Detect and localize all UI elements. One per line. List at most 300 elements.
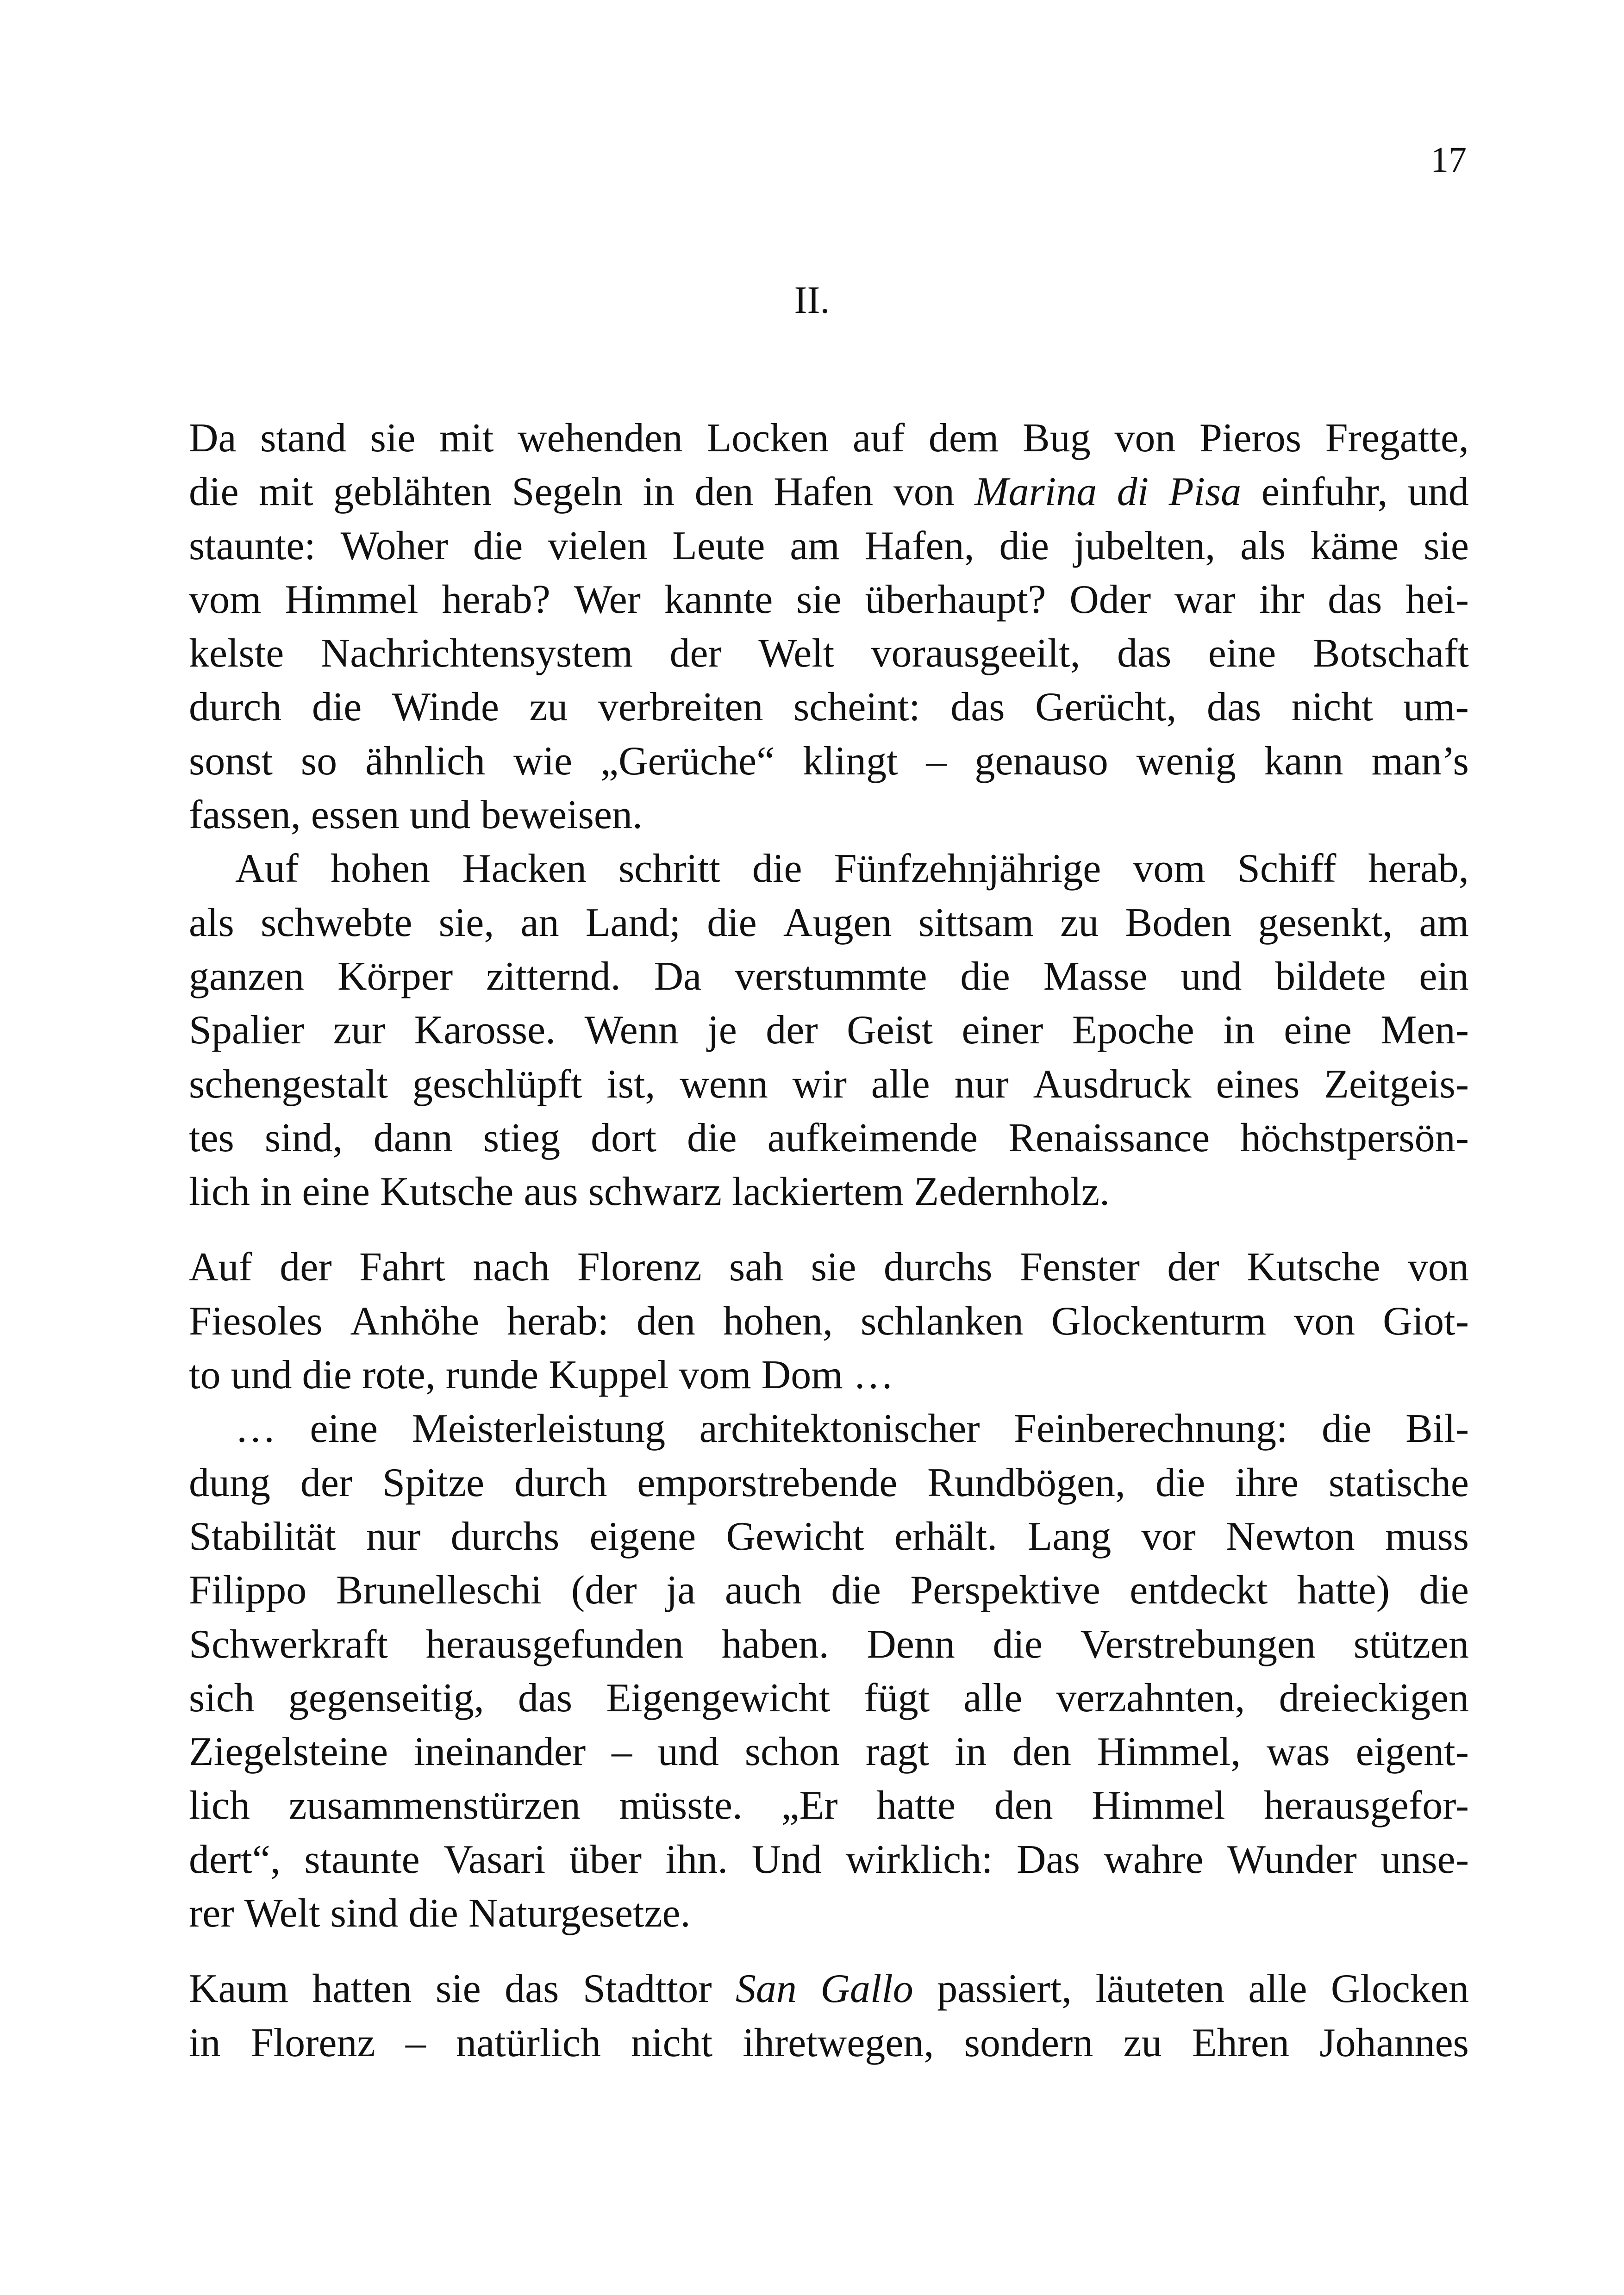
- word: und: [409, 792, 471, 838]
- word: Wunder: [1227, 1837, 1357, 1882]
- text-line: [189, 1111, 1469, 1165]
- word: vielen: [548, 523, 648, 568]
- word: Zedernholz.: [914, 1169, 1110, 1215]
- word: eine: [310, 1406, 378, 1452]
- word: herausgefunden: [425, 1621, 684, 1667]
- word: sah: [729, 1245, 784, 1290]
- word: wie: [513, 738, 573, 784]
- word: überhaupt?: [865, 577, 1046, 622]
- word: in: [955, 1729, 987, 1775]
- text-line: [189, 1725, 1469, 1779]
- word: über: [569, 1837, 642, 1882]
- word: sie: [1424, 523, 1469, 568]
- text-line: [189, 627, 1469, 680]
- word: Fenster: [1019, 1245, 1140, 1290]
- text-line: [189, 1833, 1469, 1887]
- word: die: [831, 1568, 881, 1613]
- word: den: [694, 469, 754, 515]
- word: unse-: [1380, 1837, 1469, 1882]
- word: Kutsche: [1247, 1245, 1380, 1290]
- text-line: [189, 1402, 1469, 1456]
- word: sind,: [264, 1115, 343, 1160]
- word: mit: [259, 469, 313, 515]
- word: zu: [1060, 900, 1099, 945]
- word: Gerücht,: [1035, 685, 1177, 730]
- word: von: [893, 469, 955, 515]
- word: Fünfzehnjährige: [834, 846, 1101, 892]
- page-number: 17: [1430, 139, 1467, 180]
- word: dort: [591, 1115, 656, 1160]
- text-line: [189, 1671, 1469, 1725]
- word: Hacken: [462, 846, 587, 892]
- word: Anhöhe: [350, 1298, 480, 1344]
- word: Giot-: [1383, 1298, 1469, 1344]
- word: ihn.: [665, 1837, 728, 1882]
- word: Gallo: [820, 1966, 913, 2012]
- word: das: [1117, 631, 1172, 676]
- word: vor: [1141, 1514, 1196, 1559]
- word: Oder: [1069, 577, 1151, 622]
- word: hohen: [330, 846, 431, 892]
- word: als: [189, 900, 234, 945]
- word: den: [1012, 1729, 1071, 1775]
- word: den: [994, 1783, 1053, 1828]
- word: Fregatte,: [1325, 416, 1469, 461]
- word: Nachrichtensystem: [320, 631, 633, 676]
- word: Da: [189, 416, 237, 461]
- text-line: [189, 519, 1469, 573]
- word: Feinberechnung:: [1014, 1406, 1288, 1452]
- word: einer: [962, 1008, 1043, 1053]
- word: Bug: [1023, 416, 1091, 461]
- word: Fiesoles: [189, 1298, 323, 1344]
- word: die: [408, 1891, 458, 1936]
- word: vom: [679, 1353, 751, 1398]
- word: Perspektive: [910, 1568, 1100, 1613]
- word: hatte: [876, 1783, 956, 1828]
- word: das: [518, 1675, 573, 1721]
- word: San: [735, 1966, 797, 2012]
- word: in: [260, 1169, 292, 1215]
- word: lich: [189, 1169, 250, 1215]
- word: sondern: [964, 2020, 1093, 2065]
- word: Segeln: [512, 469, 623, 515]
- word: stand: [260, 416, 346, 461]
- word: ganzen: [189, 954, 305, 999]
- word: Spitze: [382, 1460, 485, 1505]
- word: wenn: [680, 1061, 768, 1107]
- word: hei-: [1405, 577, 1469, 622]
- word: ihre: [1235, 1460, 1299, 1505]
- word: hohen,: [723, 1298, 833, 1344]
- word: Lang: [1027, 1514, 1112, 1559]
- word: Körper: [337, 954, 453, 999]
- word: der: [1167, 1245, 1219, 1290]
- word: Zeitgeis-: [1324, 1061, 1469, 1107]
- word: nur: [366, 1514, 421, 1559]
- word: zusammenstürzen: [288, 1783, 581, 1828]
- word: eines: [1216, 1061, 1300, 1107]
- word: nicht: [1291, 685, 1373, 730]
- word: wehenden: [518, 416, 683, 461]
- word: erhält.: [894, 1514, 998, 1559]
- word: von: [1114, 416, 1176, 461]
- word: kannte: [664, 577, 773, 622]
- word: Woher: [340, 523, 448, 568]
- word: Welt: [758, 631, 835, 676]
- word: ihr: [1259, 577, 1305, 622]
- word: einfuhr,: [1261, 469, 1388, 515]
- paragraph: [189, 1241, 1469, 1402]
- word: zur: [333, 1008, 386, 1053]
- paragraph: [189, 1962, 1469, 2070]
- word: Florenz: [250, 2020, 375, 2065]
- word: Locken: [706, 416, 829, 461]
- word: Masse: [1043, 954, 1148, 999]
- word: Stadttor: [582, 1966, 712, 2012]
- word: ist,: [606, 1061, 656, 1107]
- chapter-heading: II.: [794, 279, 830, 322]
- word: Brunelleschi: [336, 1568, 542, 1613]
- text-line: [189, 1165, 1469, 1219]
- word: geschlüpft: [412, 1061, 582, 1107]
- body-text: [189, 412, 1469, 2070]
- word: dreieckigen: [1279, 1675, 1469, 1721]
- word: war: [1174, 577, 1236, 622]
- word: Geist: [847, 1008, 933, 1053]
- text-line: [189, 896, 1469, 950]
- word: …: [235, 1406, 276, 1452]
- word: verzahnten,: [1056, 1675, 1245, 1721]
- word: Newton: [1226, 1514, 1355, 1559]
- word: nicht: [631, 2020, 713, 2065]
- word: Winde: [392, 685, 499, 730]
- word: man’s: [1371, 738, 1469, 784]
- word: schon: [744, 1729, 840, 1775]
- word: Denn: [867, 1621, 955, 1667]
- word: so: [300, 738, 337, 784]
- word: die: [752, 846, 802, 892]
- word: sittsam: [918, 900, 1034, 945]
- word: statische: [1328, 1460, 1469, 1505]
- word: stieg: [483, 1115, 561, 1160]
- word: das: [1328, 577, 1382, 622]
- word: staunte:: [189, 523, 316, 568]
- word: Vasari: [443, 1837, 546, 1882]
- word: Dom: [761, 1353, 843, 1398]
- word: schengestalt: [189, 1061, 388, 1107]
- word: ragt: [865, 1729, 929, 1775]
- word: als: [1240, 523, 1286, 568]
- word: die: [1322, 1406, 1372, 1452]
- word: Spalier: [189, 1008, 305, 1053]
- text-line: [189, 412, 1469, 465]
- word: rer: [189, 1891, 234, 1936]
- word: hatten: [312, 1966, 412, 2012]
- word: dann: [373, 1115, 453, 1160]
- word: in: [643, 469, 675, 515]
- text-line: [189, 1887, 1469, 1940]
- word: eine: [1208, 631, 1276, 676]
- word: Himmel: [285, 577, 418, 622]
- word: –: [405, 2020, 426, 2065]
- word: eigene: [589, 1514, 696, 1559]
- word: Augen: [783, 900, 892, 945]
- word: natürlich: [456, 2020, 601, 2065]
- text-line: [189, 465, 1469, 519]
- word: ihretwegen,: [743, 2020, 934, 2065]
- word: die: [993, 1621, 1043, 1667]
- word: und: [1407, 469, 1469, 515]
- word: Auf: [235, 846, 299, 892]
- word: alle: [1248, 1966, 1307, 2012]
- word: die: [707, 900, 757, 945]
- text-line: [189, 1779, 1469, 1833]
- word: eine: [302, 1169, 370, 1215]
- word: herab?: [442, 577, 550, 622]
- word: die: [189, 469, 239, 515]
- word: die: [312, 685, 362, 730]
- word: Bil-: [1405, 1406, 1469, 1452]
- word: sie,: [438, 900, 494, 945]
- word: Das: [1017, 1837, 1080, 1882]
- word: nach: [473, 1245, 550, 1290]
- word: staunte: [304, 1837, 420, 1882]
- word: läuteten: [1095, 1966, 1224, 2012]
- word: der: [766, 1008, 818, 1053]
- word: Land;: [585, 900, 681, 945]
- word: Und: [751, 1837, 822, 1882]
- word: stützen: [1353, 1621, 1469, 1667]
- word: Hafen,: [864, 523, 974, 568]
- word: Kuppel: [549, 1353, 669, 1398]
- word: sie: [435, 1966, 481, 2012]
- word: müsste.: [619, 1783, 743, 1828]
- word: Glocken: [1330, 1966, 1469, 2012]
- word: aus: [524, 1169, 578, 1215]
- word: hatte): [1297, 1568, 1390, 1613]
- text-line: [189, 1058, 1469, 1111]
- word: die: [999, 523, 1049, 568]
- word: das: [1206, 685, 1262, 730]
- word: Johannes: [1319, 2020, 1469, 2065]
- word: beweisen.: [481, 792, 643, 838]
- word: Karosse.: [414, 1008, 556, 1053]
- word: durch: [189, 685, 282, 730]
- word: Men-: [1380, 1008, 1469, 1053]
- text-line: [189, 1004, 1469, 1057]
- word: „Gerüche“: [600, 738, 775, 784]
- word: ähnlich: [365, 738, 486, 784]
- word: auf: [852, 416, 905, 461]
- word: eigent-: [1355, 1729, 1469, 1775]
- word: Leute: [672, 523, 765, 568]
- word: –: [926, 738, 947, 784]
- word: essen: [311, 792, 400, 838]
- word: eine: [1284, 1008, 1352, 1053]
- word: Eigengewicht: [606, 1675, 831, 1721]
- word: die: [473, 523, 523, 568]
- word: Himmel,: [1097, 1729, 1241, 1775]
- word: scheint:: [793, 685, 920, 730]
- word: rote,: [362, 1353, 436, 1398]
- word: Wenn: [584, 1008, 679, 1053]
- word: sich: [189, 1675, 255, 1721]
- word: alle: [963, 1675, 1023, 1721]
- word: tes: [189, 1115, 234, 1160]
- word: wirklich:: [845, 1837, 993, 1882]
- text-line: [189, 735, 1469, 788]
- word: was: [1266, 1729, 1330, 1775]
- word: durchs: [450, 1514, 560, 1559]
- text-line: [189, 1564, 1469, 1617]
- word: fügt: [864, 1675, 930, 1721]
- word: Verstrebungen: [1080, 1621, 1316, 1667]
- paragraph: [189, 842, 1469, 1219]
- word: schwarz: [588, 1169, 722, 1215]
- word: –: [612, 1729, 632, 1775]
- word: lackiertem: [731, 1169, 904, 1215]
- word: zu: [1123, 2020, 1162, 2065]
- word: aufkeimende: [767, 1115, 978, 1160]
- word: Schwerkraft: [189, 1621, 388, 1667]
- text-line: [189, 950, 1469, 1004]
- word: vom: [1133, 846, 1206, 892]
- word: den: [636, 1298, 695, 1344]
- word: lich: [189, 1783, 250, 1828]
- word: klingt: [803, 738, 898, 784]
- word: Epoche: [1072, 1008, 1194, 1053]
- word: nur: [954, 1061, 1009, 1107]
- word: die: [687, 1115, 737, 1160]
- text-line: [189, 2016, 1469, 2070]
- word: Ziegelsteine: [189, 1729, 388, 1775]
- word: verstummte: [735, 954, 927, 999]
- word: Marina: [974, 469, 1097, 515]
- word: kann: [1264, 738, 1343, 784]
- word: die: [1155, 1460, 1206, 1505]
- word: gegenseitig,: [288, 1675, 484, 1721]
- word: sie: [370, 416, 416, 461]
- text-line: [189, 1456, 1469, 1510]
- word: muss: [1385, 1514, 1469, 1559]
- word: dung: [189, 1460, 270, 1505]
- word: Welt: [244, 1891, 320, 1936]
- word: der: [300, 1460, 353, 1505]
- text-line: [189, 1295, 1469, 1348]
- text-line: [189, 788, 1469, 842]
- word: sie: [796, 577, 842, 622]
- word: Himmel: [1092, 1783, 1225, 1828]
- word: schritt: [618, 846, 720, 892]
- word: bildete: [1275, 954, 1386, 999]
- word: Florenz: [577, 1245, 702, 1290]
- word: das: [505, 1966, 559, 2012]
- word: verbreiten: [598, 685, 763, 730]
- word: Pisa: [1168, 469, 1242, 515]
- word: Gewicht: [726, 1514, 864, 1559]
- word: Glockenturm: [1051, 1298, 1267, 1344]
- word: Fahrt: [359, 1245, 445, 1290]
- word: Kutsche: [380, 1169, 514, 1215]
- word: je: [707, 1008, 737, 1053]
- word: alle: [871, 1061, 930, 1107]
- text-line: [189, 1962, 1469, 2016]
- word: der: [280, 1245, 332, 1290]
- word: ja: [666, 1568, 696, 1613]
- word: entdeckt: [1130, 1568, 1268, 1613]
- word: architektonischer: [699, 1406, 980, 1452]
- word: „Er: [781, 1783, 838, 1828]
- word: herausgefor-: [1264, 1783, 1469, 1828]
- word: schlanken: [860, 1298, 1024, 1344]
- word: auch: [725, 1568, 802, 1613]
- word: gesenkt,: [1258, 900, 1393, 945]
- paragraph: [189, 1402, 1469, 1940]
- word: vorausgeeilt,: [871, 631, 1081, 676]
- word: Kaum: [189, 1966, 289, 2012]
- word: (der: [571, 1568, 637, 1613]
- text-line: [189, 1241, 1469, 1294]
- word: und: [657, 1729, 719, 1775]
- text-line: [189, 573, 1469, 627]
- word: Renaissance: [1008, 1115, 1210, 1160]
- word: sind: [330, 1891, 399, 1936]
- word: um-: [1403, 685, 1469, 730]
- word: Wer: [574, 577, 641, 622]
- word: Meisterleistung: [412, 1406, 666, 1452]
- word: kelste: [189, 631, 284, 676]
- word: Hafen: [774, 469, 874, 515]
- word: die: [1419, 1568, 1469, 1613]
- word: Naturgesetze.: [468, 1891, 691, 1936]
- word: zitternd.: [486, 954, 621, 999]
- word: in: [1223, 1008, 1255, 1053]
- word: dert“,: [189, 1837, 281, 1882]
- word: haben.: [721, 1621, 829, 1667]
- text-line: [189, 1618, 1469, 1671]
- word: jubelten,: [1074, 523, 1216, 568]
- word: am: [1419, 900, 1469, 945]
- word: emporstrebende: [637, 1460, 898, 1505]
- word: durch: [514, 1460, 607, 1505]
- word: die: [302, 1353, 352, 1398]
- word: herab,: [1368, 846, 1469, 892]
- text-line: [189, 1510, 1469, 1564]
- word: höchstpersön-: [1240, 1115, 1469, 1160]
- word: …: [853, 1353, 894, 1398]
- word: wenig: [1136, 738, 1236, 784]
- word: ein: [1419, 954, 1469, 999]
- word: fassen,: [189, 792, 301, 838]
- word: wir: [792, 1061, 847, 1107]
- word: Filippo: [189, 1568, 307, 1613]
- word: Ausdruck: [1033, 1061, 1192, 1107]
- word: Boden: [1125, 900, 1232, 945]
- word: wahre: [1104, 1837, 1204, 1882]
- word: vom: [189, 577, 262, 622]
- word: und: [1181, 954, 1242, 999]
- word: passiert,: [937, 1966, 1072, 2012]
- word: mit: [439, 416, 494, 461]
- word: an: [520, 900, 559, 945]
- word: Auf: [189, 1245, 252, 1290]
- word: sonst: [189, 738, 273, 784]
- word: to: [189, 1353, 221, 1398]
- word: durchs: [883, 1245, 993, 1290]
- word: zu: [529, 685, 568, 730]
- text-line: [189, 1348, 1469, 1402]
